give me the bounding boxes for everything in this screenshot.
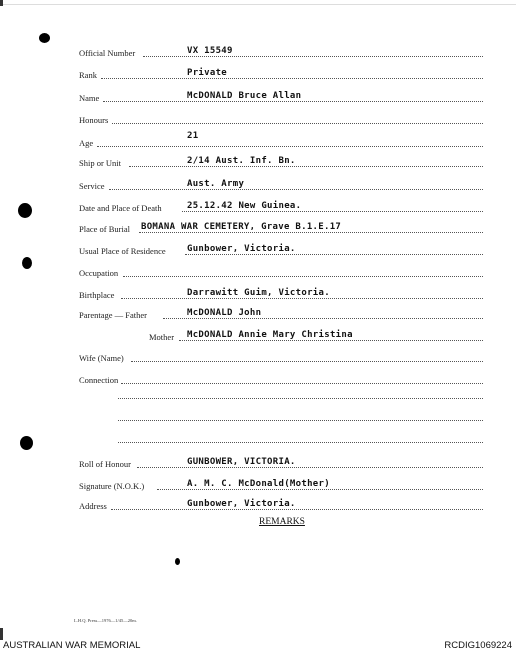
field-value: 25.12.42 New Guinea. <box>187 201 302 211</box>
field-label: Age <box>79 138 94 148</box>
field-mother <box>79 327 483 343</box>
field-label: Service <box>79 181 105 191</box>
field-label: Place of Burial <box>79 224 130 234</box>
dotted-line <box>179 340 483 341</box>
dotted-line <box>182 211 483 212</box>
field-label: Occupation <box>79 268 119 278</box>
dotted-line <box>143 56 483 57</box>
field-value: GUNBOWER, VICTORIA. <box>187 457 296 467</box>
dotted-line <box>109 189 483 190</box>
ink-mark <box>175 558 180 565</box>
field-father <box>79 305 483 321</box>
remarks-heading: REMARKS <box>259 517 305 527</box>
scan-top-edge <box>0 4 516 5</box>
footer-record-id: RCDIG1069224 <box>444 640 512 651</box>
dotted-line <box>123 276 483 277</box>
printer-note: L.H.Q. Press—1976—1/45—20m. <box>74 618 137 623</box>
field-label: Signature (N.O.K.) <box>79 481 145 491</box>
field-wife <box>79 348 483 364</box>
punch-hole <box>22 257 32 269</box>
field-label: Name <box>79 93 100 103</box>
field-value: 21 <box>187 131 199 141</box>
field-occupation <box>79 263 483 279</box>
dotted-line <box>129 166 483 167</box>
field-label: Ship or Unit <box>79 158 122 168</box>
dotted-line <box>131 361 483 362</box>
field-roll-of-honour <box>79 454 483 470</box>
field-label: Birthplace <box>79 290 115 300</box>
field-value: McDONALD John <box>187 308 262 318</box>
dotted-line <box>121 298 483 299</box>
field-age <box>79 133 483 149</box>
dotted-line <box>185 254 483 255</box>
field-birthplace <box>79 285 483 301</box>
footer-archive-name: AUSTRALIAN WAR MEMORIAL <box>3 640 141 651</box>
dotted-line <box>112 123 483 124</box>
connection-blank-line <box>118 420 483 421</box>
scan-corner-mark-bottom <box>0 628 3 640</box>
field-value: Gunbower, Victoria. <box>187 244 296 254</box>
dotted-line <box>157 489 483 490</box>
field-value: Private <box>187 68 228 78</box>
field-value: BOMANA WAR CEMETERY, Grave B.1.E.17 <box>141 222 342 232</box>
field-label: Honours <box>79 115 109 125</box>
field-value: Gunbower, Victoria. <box>187 499 296 509</box>
field-name <box>79 88 483 104</box>
connection-blank-line <box>118 398 483 399</box>
field-honours <box>79 110 483 126</box>
dotted-line <box>139 232 483 233</box>
field-label: Roll of Honour <box>79 459 131 469</box>
field-value: 2/14 Aust. Inf. Bn. <box>187 156 296 166</box>
field-value: Aust. Army <box>187 179 245 189</box>
field-label: Date and Place of Death <box>79 203 162 213</box>
field-value: McDONALD Bruce Allan <box>187 91 302 101</box>
field-signature-nok <box>79 476 483 492</box>
dotted-line <box>111 509 483 510</box>
field-connection <box>79 370 483 386</box>
scan-corner-mark <box>0 0 3 6</box>
field-usual-residence <box>79 241 483 257</box>
field-label: Wife (Name) <box>79 353 124 363</box>
field-value: McDONALD Annie Mary Christina <box>187 330 353 340</box>
field-label: Mother <box>149 332 175 342</box>
field-label: Address <box>79 501 107 511</box>
field-label: Connection <box>79 375 119 385</box>
punch-hole <box>20 436 33 450</box>
field-official-number <box>79 43 483 59</box>
field-address <box>79 496 483 512</box>
field-value: A. M. C. McDonald(Mother) <box>187 479 330 489</box>
punch-hole <box>18 203 32 218</box>
field-service <box>79 176 483 192</box>
dotted-line <box>163 318 483 319</box>
dotted-line <box>137 467 483 468</box>
field-label: Official Number <box>79 48 136 58</box>
punch-hole <box>39 33 50 43</box>
field-rank <box>79 65 483 81</box>
dotted-line <box>101 78 483 79</box>
field-label: Parentage — Father <box>79 310 147 320</box>
field-value: Darrawitt Guim, Victoria. <box>187 288 330 298</box>
dotted-line <box>97 146 483 147</box>
field-label: Usual Place of Residence <box>79 246 166 256</box>
field-value: VX 15549 <box>187 46 233 56</box>
connection-blank-line <box>118 442 483 443</box>
dotted-line <box>121 383 483 384</box>
field-place-of-burial <box>79 219 483 235</box>
field-label: Rank <box>79 70 97 80</box>
field-date-place-of-death <box>79 198 483 214</box>
dotted-line <box>103 101 483 102</box>
field-ship-or-unit <box>79 153 483 169</box>
